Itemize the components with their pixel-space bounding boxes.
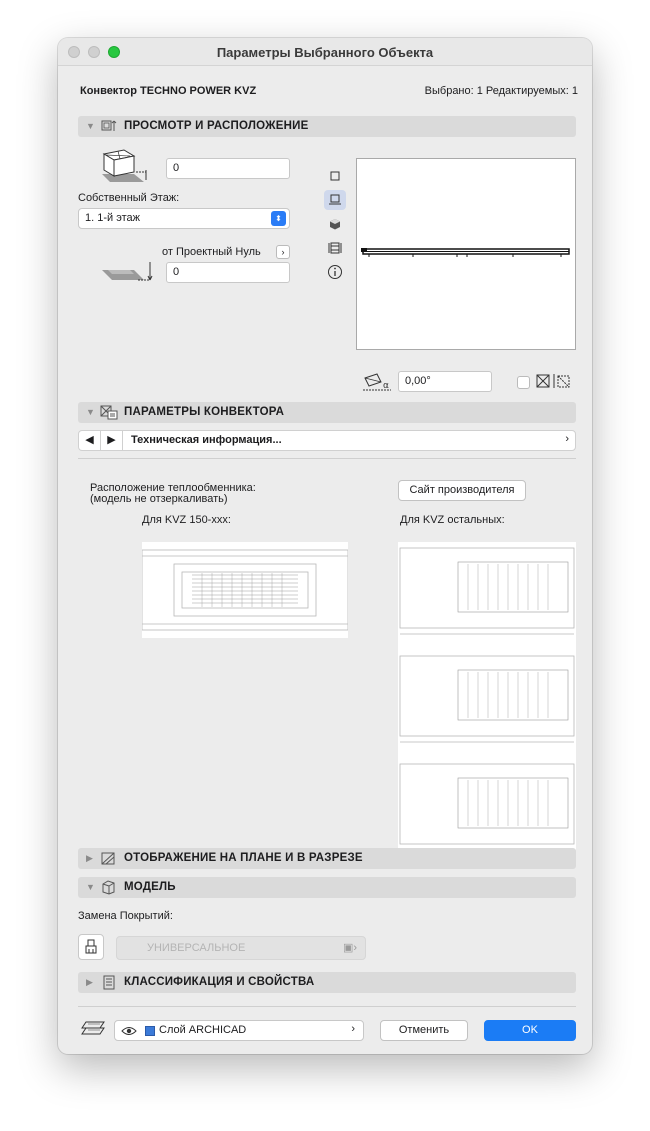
collapse-triangle-icon: ▼ <box>86 882 95 892</box>
surface-picker-icon: ▣› <box>342 942 357 954</box>
top-offset-input[interactable]: 0 <box>166 158 290 179</box>
surface-override-toggle[interactable] <box>78 934 104 960</box>
preview-mode-3d[interactable] <box>324 214 346 234</box>
layer-color-icon <box>145 1026 155 1036</box>
title-bar <box>58 38 592 66</box>
kvz-other-label: Для KVZ остальных: <box>400 514 505 526</box>
object-preview <box>356 158 576 350</box>
object-name: Конвектор TECHNO POWER KVZ <box>80 85 257 97</box>
bottom-elevation-icon <box>98 254 158 284</box>
section-view-placement[interactable] <box>78 116 576 137</box>
parameter-page-selector <box>78 430 576 451</box>
expand-triangle-icon: ▶ <box>86 977 93 987</box>
section-title: КЛАССИФИКАЦИЯ И СВОЙСТВА <box>124 976 315 988</box>
layer-name: Слой ARCHICAD <box>159 1024 247 1036</box>
layer-icon <box>80 1020 106 1038</box>
eye-icon <box>121 1025 137 1037</box>
next-page-button[interactable]: ▶ <box>101 431 123 450</box>
square-icon <box>330 171 340 181</box>
story-select[interactable] <box>78 208 290 229</box>
kvz150-label: Для KVZ 150-xxx: <box>142 514 231 526</box>
brush-icon <box>84 939 98 955</box>
ok-button[interactable]: OK <box>484 1020 576 1041</box>
top-elevation-icon <box>96 142 156 184</box>
preview-mode-section[interactable] <box>324 238 346 258</box>
plan-display-icon <box>100 851 118 866</box>
surface-select[interactable] <box>116 936 366 960</box>
collapse-triangle-icon: ▼ <box>86 407 95 417</box>
mirror-checkbox[interactable] <box>517 376 530 389</box>
section-model[interactable] <box>78 877 576 898</box>
chevron-right-icon[interactable]: › <box>565 433 569 445</box>
section-plan-section-display[interactable] <box>78 848 576 869</box>
story-label: Собственный Этаж: <box>78 192 180 204</box>
base-offset-input[interactable]: 0 <box>166 262 290 283</box>
ref-level-menu-button[interactable]: › <box>276 245 290 259</box>
mirror-icon <box>536 374 576 390</box>
heat-exchanger-diagram <box>142 542 348 638</box>
section-title: ПАРАМЕТРЫ КОНВЕКТОРА <box>124 406 285 418</box>
cancel-button[interactable]: Отменить <box>380 1020 468 1041</box>
chevron-updown-icon: ⬍ <box>271 211 286 226</box>
selection-info: Выбрано: 1 Редактируемых: 1 <box>424 85 578 97</box>
divider <box>78 458 576 459</box>
rotation-angle-input[interactable]: 0,00° <box>398 371 492 392</box>
kvz-other-layout-image <box>398 542 576 850</box>
collapse-triangle-icon: ▼ <box>86 121 95 131</box>
svg-text:α: α <box>383 381 389 391</box>
prev-page-button[interactable]: ◀ <box>79 431 101 450</box>
convector-plan-drawing <box>357 159 575 349</box>
section-title: МОДЕЛЬ <box>124 881 176 893</box>
kvz150-layout-image <box>142 542 348 638</box>
preview-mode-bar <box>324 166 346 286</box>
divider <box>78 1006 576 1007</box>
preview-mode-plan[interactable] <box>324 190 346 210</box>
preview-mode-info[interactable] <box>324 262 346 282</box>
section-classification[interactable] <box>78 972 576 993</box>
window-title: Параметры Выбранного Объекта <box>216 45 434 60</box>
story-value: 1. 1-й этаж <box>85 212 140 224</box>
section-title: ПРОСМОТР И РАСПОЛОЖЕНИЕ <box>124 120 309 132</box>
surface-value: УНИВЕРСАЛЬНОЕ <box>147 942 246 954</box>
document-icon <box>100 975 118 990</box>
expand-triangle-icon: ▶ <box>86 853 93 863</box>
ref-level-label: от Проектный Нуль <box>162 246 261 258</box>
section-title: ОТОБРАЖЕНИЕ НА ПЛАНЕ И В РАЗРЕЗЕ <box>124 852 363 864</box>
model-icon <box>100 880 118 895</box>
view-2d-icon <box>328 194 342 206</box>
heat-exchanger-label-line1: Расположение теплообменника: <box>90 482 256 494</box>
angle-icon <box>361 372 395 394</box>
manufacturer-site-button[interactable]: Сайт производителя <box>398 480 526 501</box>
heat-exchanger-label-line2: (модель не отзеркаливать) <box>90 493 228 505</box>
chevron-right-icon: › <box>351 1023 355 1035</box>
page-title[interactable]: Техническая информация... <box>131 434 282 446</box>
object-settings-dialog <box>58 38 592 1054</box>
layer-select[interactable] <box>114 1020 364 1041</box>
info-icon <box>327 264 343 280</box>
floor-plan-icon <box>100 119 118 134</box>
parameters-icon <box>100 405 118 420</box>
view-3d-icon <box>329 218 341 230</box>
preview-mode-empty[interactable] <box>324 166 346 186</box>
heat-exchanger-diagram <box>398 542 576 850</box>
surface-override-label: Замена Покрытий: <box>78 910 173 922</box>
section-view-icon <box>328 241 342 255</box>
section-convector-params[interactable] <box>78 402 576 423</box>
